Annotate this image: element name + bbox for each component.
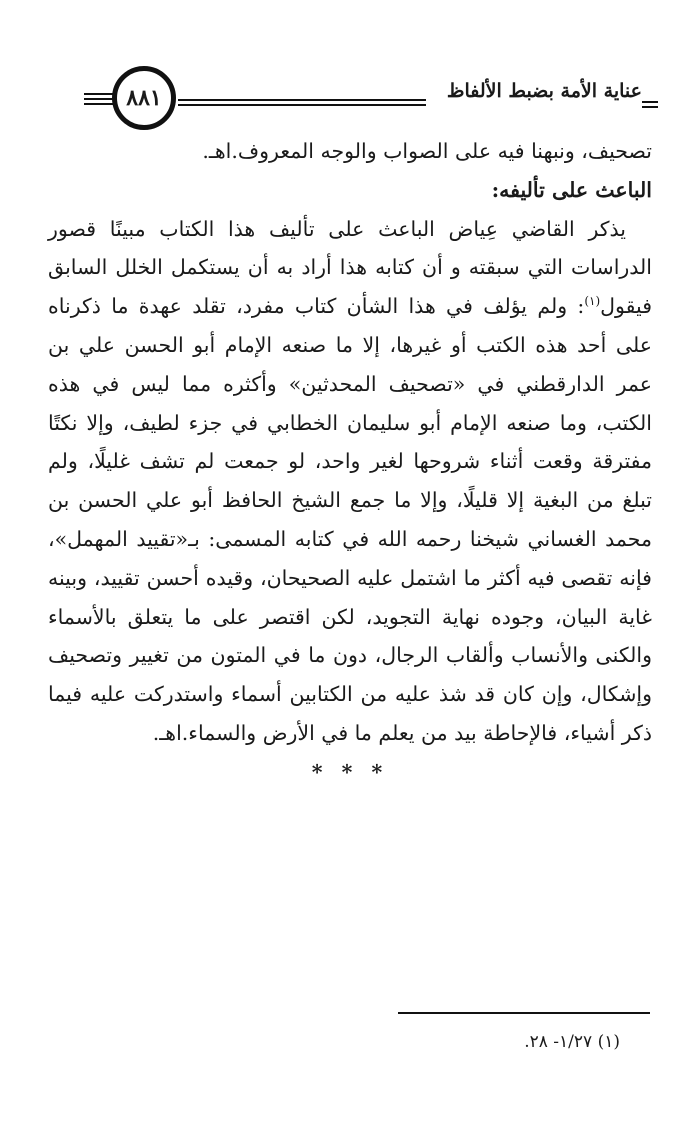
paragraph-body — [48, 210, 652, 753]
footnote-1: (١) ١/٢٧- ٢٨. — [524, 1032, 620, 1052]
footnote-divider — [398, 1012, 650, 1014]
section-separator: * * * — [311, 759, 389, 784]
paragraph-text: : ولم يؤلف في هذا الشأن كتاب مفرد، تقلد عهدة ما ذكرناه على أحد هذه الكتب أو غيرها، إلا ما صنعه الإمام أبو الحسن علي بن عمر الدارقطني في «تصحيف المحدثين» وأكثره مما ليس في هذه الكتب، وما صنعه الإمام أبو سليمان الخطابي في جزء لطيف، وإلا نكتًا مفترقة وقعت أثناء شروحها لغير واحد، لو جمعت لم تشف غليلًا، ولم تبلغ من البغية إلا قليلًا، وإلا ما جمع الشيخ الحافظ أبو علي الحسن بن محمد الغساني شيخنا رحمه الله في كتابه المسمى: بـ«تقييد المهمل»، فإنه تقصى فيه أكثر ما اشتمل عليه الصحيحان، وقيده أحسن تقييد، وبينه غاية البيان، وجوده نهاية التجويد، لكن اقتصر على ما يتعلق بالأسماء والكنى والأنساب وألقاب الرجال، دون ما في المتون من تغيير وتصحيف وإشكال، وإن كان قد شذ عليه من الكتابين أسماء واستدركت عليه فيما ذكر أشياء، فالإحاطة بيد من يعلم ما في الأرض والسماء.اهـ. — [48, 294, 652, 745]
running-header-title: عناية الأمة بضبط الألفاظ — [446, 80, 642, 102]
page-number: ٨٨١ — [126, 85, 162, 111]
header-rule — [178, 99, 426, 101]
paragraph-text: يذكر القاضي عِياض الباعث على تأليف هذا الكتاب مبينًا قصور الدراسات التي سبقته و أن كتابه هذا أراد به أن يستكمل الخلل السابق فيقول — [48, 216, 652, 319]
main-text — [48, 132, 652, 792]
header-rule — [642, 106, 658, 108]
header-rule — [642, 101, 658, 103]
footnote-ref[interactable]: (١) — [584, 294, 601, 309]
header-rule — [178, 104, 426, 106]
header-rule — [84, 103, 114, 105]
header-rule — [84, 93, 114, 95]
paragraph-intro: تصحيف، ونبهنا فيه على الصواب والوجه المعروف.اهـ. — [202, 139, 652, 163]
page-number-badge — [112, 66, 176, 130]
header-rule — [84, 98, 114, 100]
section-heading: الباعث على تأليفه: — [491, 177, 652, 202]
